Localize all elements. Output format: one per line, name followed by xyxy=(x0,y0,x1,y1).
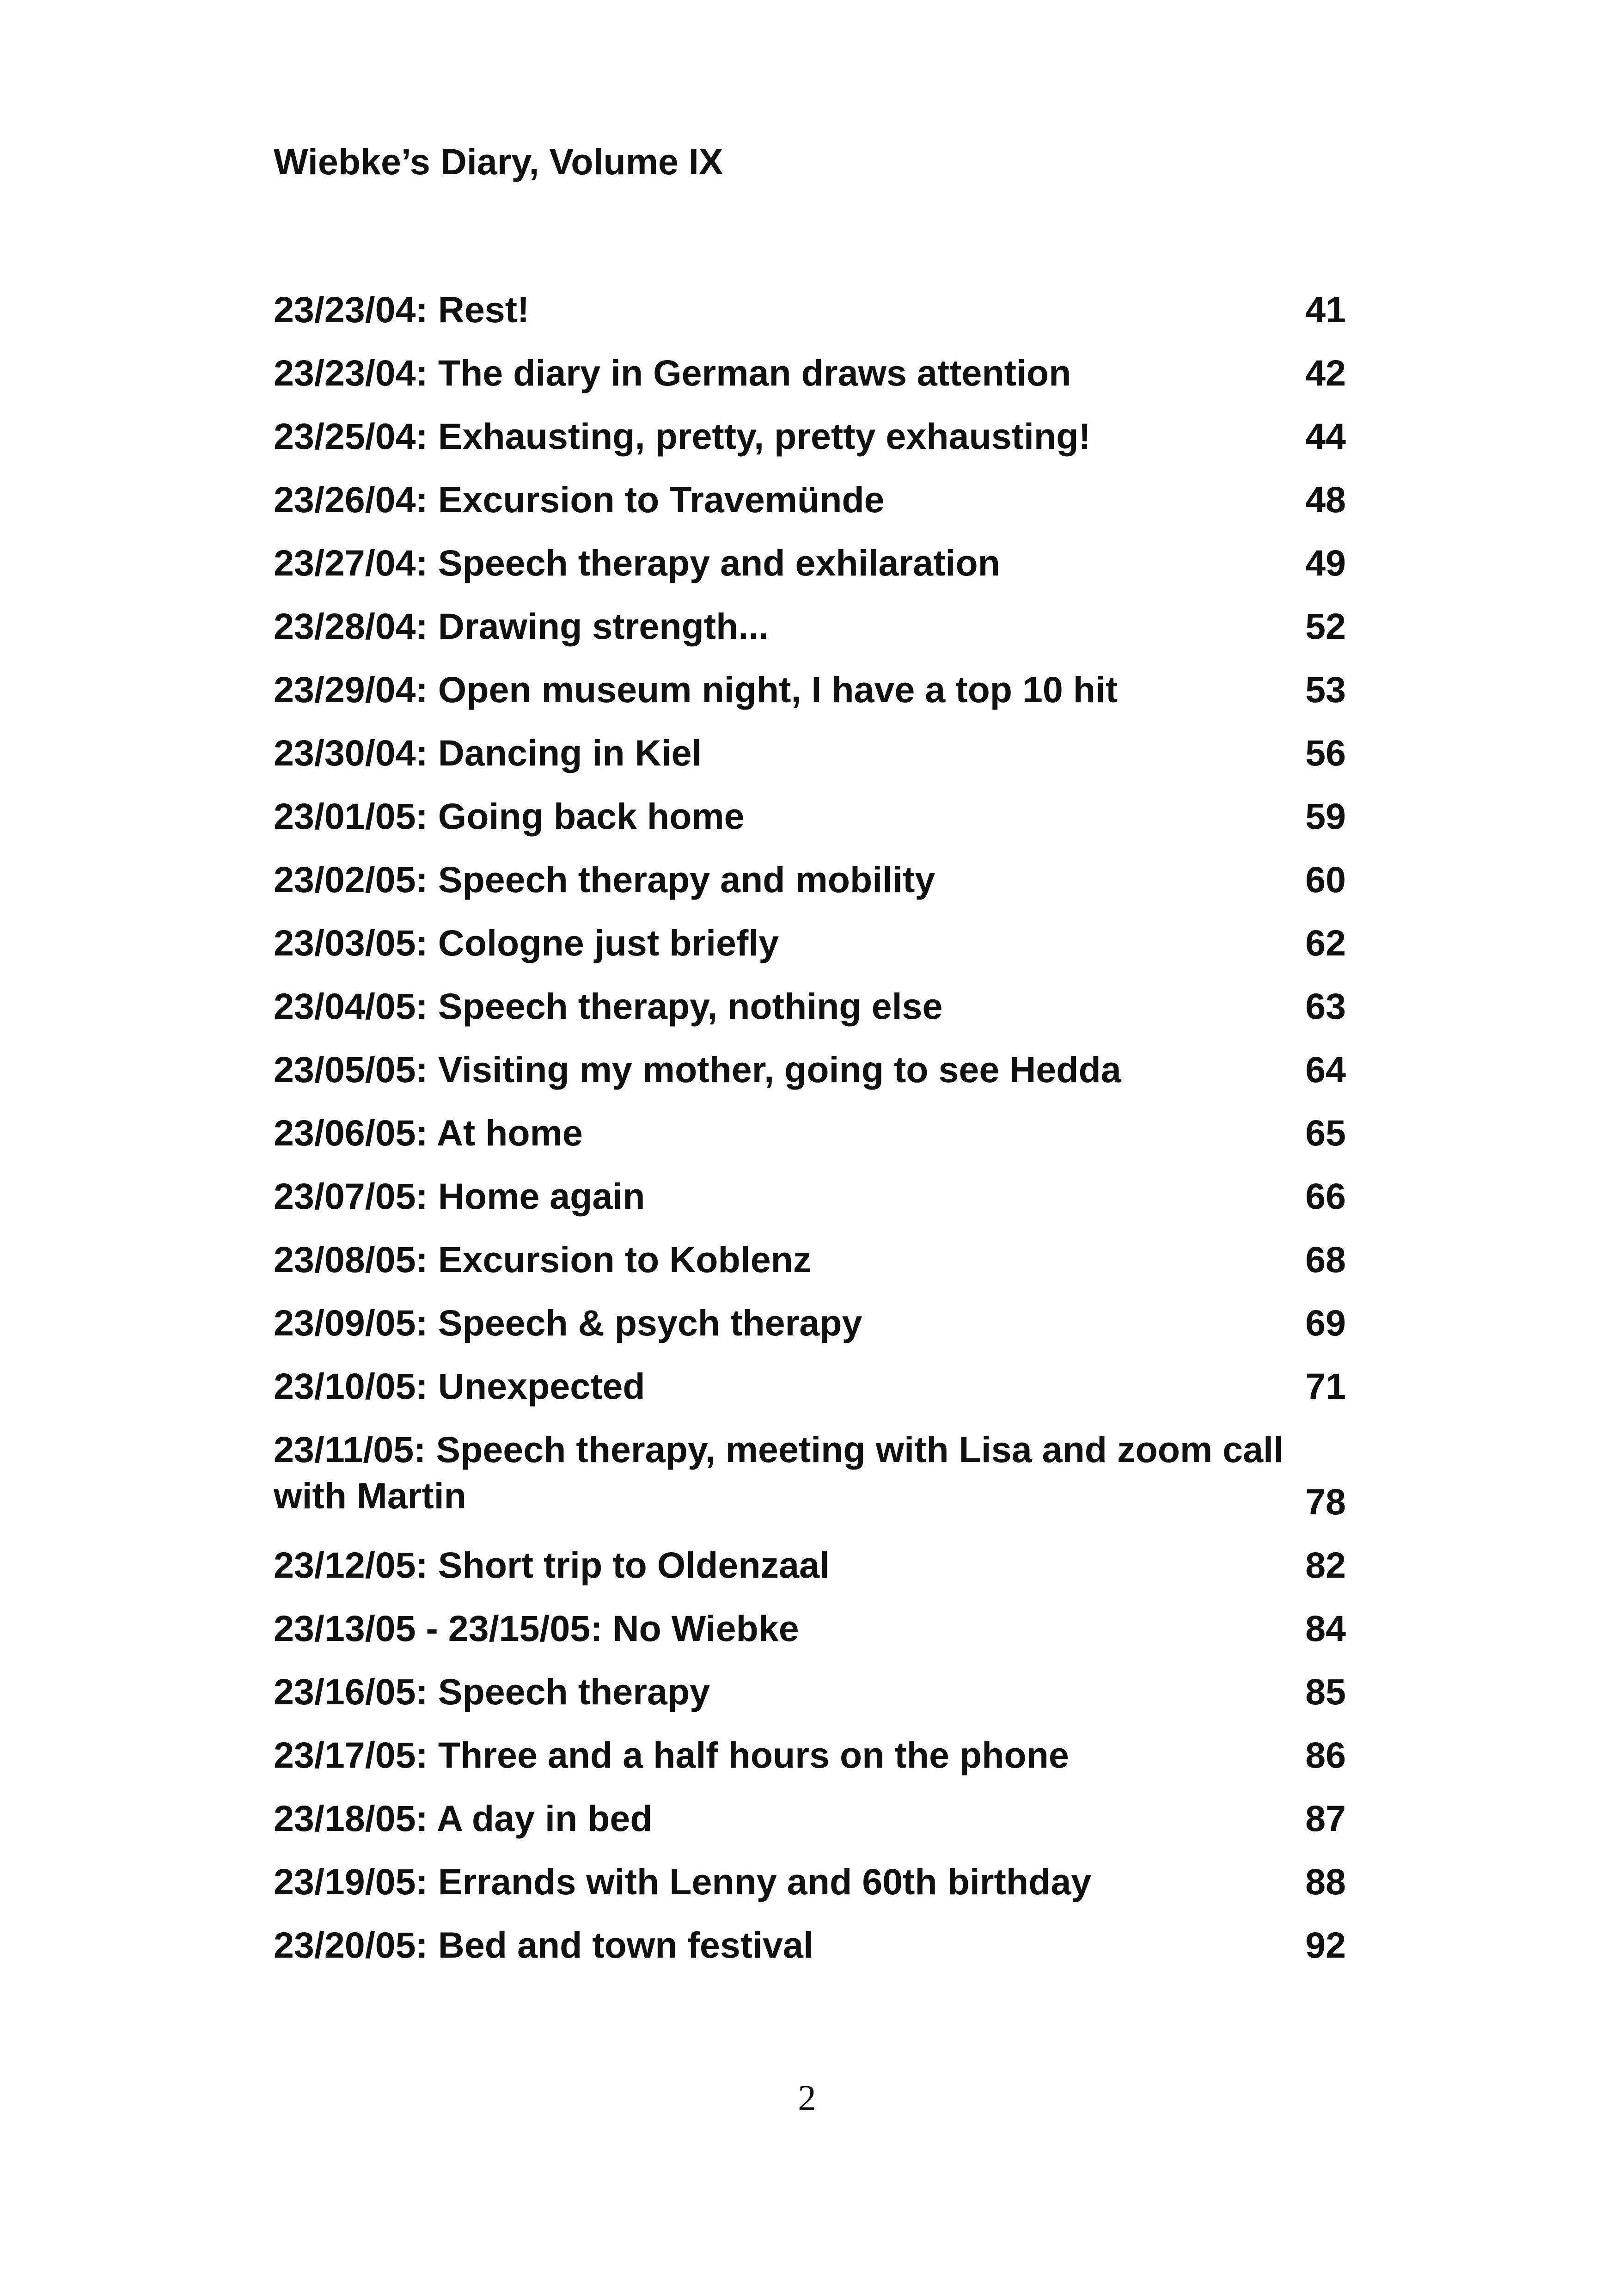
toc-entry xyxy=(274,1427,1346,1542)
page-number: 2 xyxy=(798,2078,816,2118)
toc-entry-date: 23/12/05: xyxy=(274,1544,428,1586)
toc-entry-date: 23/16/05: xyxy=(274,1671,428,1712)
toc-entry-date: 23/23/04: xyxy=(274,289,428,330)
toc-entry xyxy=(274,1795,1346,1859)
toc-entry-page: 64 xyxy=(1305,1049,1346,1090)
toc-entry-title: The diary in German draws attention xyxy=(438,352,1071,393)
toc-entry-title: At home xyxy=(436,1112,583,1153)
toc-entry-page: 63 xyxy=(1305,986,1346,1027)
toc-entry-page: 68 xyxy=(1305,1239,1346,1280)
toc-entry-title: Unexpected xyxy=(438,1365,645,1407)
toc-entry-date: 23/27/04: xyxy=(274,542,428,583)
toc-entry-text xyxy=(274,1798,653,1839)
toc-entry xyxy=(274,603,1346,667)
toc-entry-date: 23/20/05: xyxy=(274,1924,428,1965)
toc-entry-title: Three and a half hours on the phone xyxy=(438,1734,1069,1776)
toc-entry-page: 86 xyxy=(1305,1734,1346,1776)
toc-entry-page: 59 xyxy=(1305,796,1346,837)
toc-entry-title: Excursion to Travemünde xyxy=(438,479,885,520)
toc-entry xyxy=(274,1732,1346,1795)
toc-entry-text xyxy=(274,1302,862,1343)
toc-entry xyxy=(274,1669,1346,1732)
toc-entry-title: Excursion to Koblenz xyxy=(438,1239,812,1280)
toc-entry xyxy=(274,1173,1346,1237)
toc-entry-text xyxy=(274,289,529,330)
toc-entry-title: Bed and town festival xyxy=(438,1924,813,1965)
toc-entry-title: Visiting my mother, going to see Hedda xyxy=(438,1049,1121,1090)
toc-entry-page: 87 xyxy=(1305,1798,1346,1839)
toc-entry-date: 23/18/05: xyxy=(274,1798,428,1839)
toc-entry xyxy=(274,477,1346,540)
toc-entry-date: 23/07/05: xyxy=(274,1176,428,1217)
toc-entry-text xyxy=(274,606,769,647)
toc-entry-title: Short trip to Oldenzaal xyxy=(438,1544,830,1586)
toc-entry xyxy=(274,1047,1346,1110)
toc-entry-date: 23/09/05: xyxy=(274,1302,428,1343)
toc-entry xyxy=(274,350,1346,413)
toc-entry-text xyxy=(274,796,745,837)
toc-entry-text xyxy=(274,1544,830,1586)
toc-entry-page: 49 xyxy=(1305,542,1346,583)
toc-entry-date: 23/06/05: xyxy=(274,1112,428,1153)
toc-entry-page: 82 xyxy=(1305,1544,1346,1586)
toc-entry-text xyxy=(274,669,1118,710)
toc-entry-text xyxy=(274,922,779,963)
toc-entry-title: Dancing in Kiel xyxy=(438,732,702,773)
toc-entry-title: Going back home xyxy=(438,796,745,837)
toc-entry-date: 23/01/05: xyxy=(274,796,428,837)
toc-entry-title: Cologne just briefly xyxy=(438,922,779,963)
toc-entry-page: 66 xyxy=(1305,1176,1346,1217)
toc-entry-date: 23/29/04: xyxy=(274,669,428,710)
toc-entry-text xyxy=(274,1427,1337,1473)
toc-entry-date: 23/03/05: xyxy=(274,922,428,963)
toc-entry-title: Drawing strength... xyxy=(438,606,769,647)
toc-entry xyxy=(274,1300,1346,1363)
toc-entry-text xyxy=(274,986,942,1027)
toc-entry-text xyxy=(274,1365,645,1407)
toc-entry xyxy=(274,730,1346,793)
toc-entry-title: Speech therapy, meeting with Lisa and zoom call xyxy=(436,1429,1284,1470)
toc-entry-date: 23/08/05: xyxy=(274,1239,428,1280)
toc-entry-page: 56 xyxy=(1305,732,1346,773)
toc-entry-page: 44 xyxy=(1305,416,1346,457)
toc-entry xyxy=(274,1859,1346,1922)
toc-entry-title: Errands with Lenny and 60th birthday xyxy=(438,1861,1092,1902)
toc-entry-text-continued xyxy=(274,1473,1337,1519)
toc-entry-text xyxy=(274,732,702,773)
toc-entry xyxy=(274,983,1346,1047)
toc-entry-text xyxy=(274,859,935,900)
toc-entry-date: 23/05/05: xyxy=(274,1049,428,1090)
toc-entry-text xyxy=(274,1924,813,1965)
toc-entry-text xyxy=(274,1049,1121,1090)
toc-entry-text xyxy=(274,1734,1069,1776)
toc-entry xyxy=(274,793,1346,857)
toc-entry-date: 23/04/05: xyxy=(274,986,428,1027)
toc-entry-date: 23/02/05: xyxy=(274,859,428,900)
toc-entry xyxy=(274,1110,1346,1173)
toc-entry-text xyxy=(274,1671,710,1712)
document-title: Wiebke’s Diary, Volume IX xyxy=(274,141,723,182)
toc-entry-page: 42 xyxy=(1305,352,1346,393)
toc-entry-title: Speech therapy, nothing else xyxy=(438,986,943,1027)
toc-entry-page: 92 xyxy=(1305,1924,1346,1965)
toc-entry-title: Speech & psych therapy xyxy=(438,1302,862,1343)
toc-entry-date: 23/28/04: xyxy=(274,606,428,647)
toc-entry-page: 88 xyxy=(1305,1861,1346,1902)
toc-entry-page: 41 xyxy=(1305,289,1346,330)
toc-entry-page: 84 xyxy=(1305,1608,1346,1649)
toc-entry-text xyxy=(274,1239,811,1280)
toc-entry-page: 65 xyxy=(1305,1112,1346,1153)
toc-entry-title: A day in bed xyxy=(436,1798,653,1839)
toc-entry-text xyxy=(274,416,1091,457)
toc-entry-page: 60 xyxy=(1305,859,1346,900)
toc-entry xyxy=(274,1605,1346,1669)
toc-entry xyxy=(274,413,1346,477)
toc-entry xyxy=(274,857,1346,920)
toc-entry-title: Speech therapy xyxy=(438,1671,710,1712)
toc-entry-date: 23/13/05 - 23/15/05: xyxy=(274,1608,603,1649)
toc-entry-text xyxy=(274,1176,645,1217)
toc-entry xyxy=(274,1542,1346,1605)
toc-entry-title: Home again xyxy=(438,1176,645,1217)
toc-entry xyxy=(274,920,1346,983)
toc-entry-date: 23/26/04: xyxy=(274,479,428,520)
toc-entry-date: 23/25/04: xyxy=(274,416,428,457)
toc-entry-page: 52 xyxy=(1305,606,1346,647)
toc-entry-title-continued: with Martin xyxy=(274,1475,466,1516)
toc-entry xyxy=(274,1363,1346,1427)
toc-entry-text xyxy=(274,1861,1091,1902)
toc-entry-page: 78 xyxy=(1305,1481,1346,1522)
toc-entry-page: 71 xyxy=(1305,1365,1346,1407)
toc-entry xyxy=(274,287,1346,350)
toc-entry-title: Rest! xyxy=(438,289,530,330)
toc-entry-page: 62 xyxy=(1305,922,1346,963)
toc-entry-date: 23/10/05: xyxy=(274,1365,428,1407)
table-of-contents xyxy=(274,287,1346,1985)
toc-entry-date: 23/30/04: xyxy=(274,732,428,773)
toc-entry-date: 23/11/05: xyxy=(274,1429,426,1470)
toc-entry xyxy=(274,1922,1346,1985)
toc-entry-text xyxy=(274,352,1071,393)
toc-entry-title: Exhausting, pretty, pretty exhausting! xyxy=(438,416,1091,457)
toc-entry-date: 23/19/05: xyxy=(274,1861,428,1902)
toc-entry-title: No Wiebke xyxy=(612,1608,799,1649)
toc-entry-page: 69 xyxy=(1305,1302,1346,1343)
toc-entry-text xyxy=(274,542,1000,583)
toc-entry-page: 85 xyxy=(1305,1671,1346,1712)
toc-entry-date: 23/23/04: xyxy=(274,352,428,393)
toc-entry xyxy=(274,1237,1346,1300)
toc-entry-title: Speech therapy and mobility xyxy=(438,859,935,900)
toc-entry-page: 48 xyxy=(1305,479,1346,520)
toc-entry-text xyxy=(274,479,885,520)
toc-entry-date: 23/17/05: xyxy=(274,1734,428,1776)
toc-entry-text xyxy=(274,1608,799,1649)
toc-entry-page: 53 xyxy=(1305,669,1346,710)
toc-entry xyxy=(274,540,1346,603)
toc-entry-text xyxy=(274,1112,583,1153)
toc-entry xyxy=(274,667,1346,730)
toc-entry-title: Speech therapy and exhilaration xyxy=(438,542,1000,583)
toc-entry-title: Open museum night, I have a top 10 hit xyxy=(438,669,1118,710)
